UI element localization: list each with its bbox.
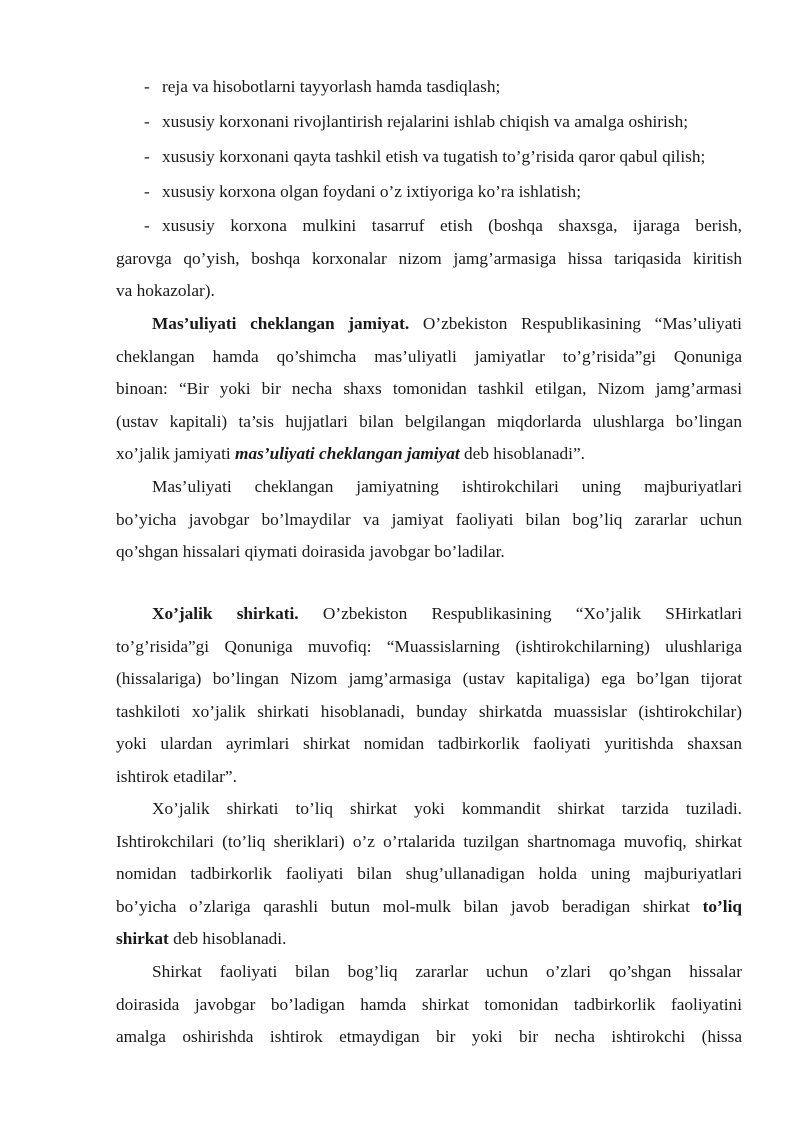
paragraph-mchj-liability: Mas’uliyati cheklangan jamiyatning ishtirokchilari uning majburiyatlari bo’yicha javobgar bo’lmaydilar va jamiyat faoliyati bilan bog’liq zararlar uchun qo’shgan hissalari qiymati doirasida javobgar bo’ladilar. [116,477,742,561]
dash-bullet: - [144,112,150,131]
dash-bullet: - [144,182,150,201]
list-item: - xususiy korxonani qayta tashkil etish va tugatish to’g’risida qaror qabul qilish; [144,140,742,174]
paragraph-partnership-definition: Xo’jalik shirkati. O’zbekiston Respublikasining “Xo’jalik SHirkatlari to’g’risida”gi Qonuniga muvofiq: “Muassislarning (ishtirokchilarning) ulushlariga (hissalariga) bo’lingan Nizom jamg’armasiga (ustav kapitaliga) ega bo’lgan tijorat tashkiloti xo’jalik shirkati hisoblanadi, bunday shirkatda muassislar (ishtirokchilar) yoki ulardan ayrimlari shirkat nomidan tadbirkorlik faoliyati yuritishda shaxsan ishtirok etadilar”. [116,604,742,786]
emphasis-term: to’liq [702,896,742,916]
dash-bullet: - [144,216,150,235]
list-item-multiline: - xususiy korxona mulkini tasarruf etish (boshqa shaxsga, ijaraga berish, garovga qo’yish, boshqa korxonalar nizom jamg’armasiga hissa tariqasida kiritish va hokazolar). [116,210,742,308]
emphasis-term: shirkat [116,929,169,948]
list-item: - reja va hisobotlarni tayyorlash hamda tasdiqlash; [144,70,742,104]
list-item: - xususiy korxona olgan foydani o’z ixtiyoriga ko’ra ishlatish; [144,175,742,209]
dash-bullet: - [144,147,150,166]
paragraph-full-partnership: Xo’jalik shirkati to’liq shirkat yoki kommandit shirkat tarzida tuziladi. Ishtirokchilari (to’liq sheriklari) o’z o’rtalarida tuzilgan shartnomaga muvofiq, shirkat nomidan tadbirkorlik faoliyati bilan shug’ullanadigan holda uning majburiyatlari bo’yicha o’zlariga qarashli butun mol-mulk bilan javob beradigan shirkat to’liq shirkat deb hisoblanadi. [116,799,742,948]
dash-bullet: - [144,77,150,96]
emphasis-term: mas’uliyati cheklangan jamiyat [235,444,460,463]
paragraph-limited-partnership: Shirkat faoliyati bilan bog’liq zararlar uchun o’zlari qo’shgan hissalar doirasida javobgar bo’ladigan hamda shirkat tomonidan tadbirkorlik faoliyatini amalga oshirishda ishtirok etmaydigan bir yoki bir necha ishtirokchi (hissa [116,962,742,1046]
section-heading: Xo’jalik shirkati. [152,604,299,623]
section-heading: Mas’uliyati cheklangan jamiyat. [152,314,410,333]
paragraph-mchj-definition: Mas’uliyati cheklangan jamiyat. O’zbekiston Respublikasining “Mas’uliyati cheklangan hamda qo’shimcha mas’uliyatli jamiyatlar to’g’risida”gi Qonuniga binoan: “Bir yoki bir necha shaxs tomonidan tashkil etilgan, Nizom jamg’armasi (ustav kapitali) ta’sis hujjatlari bilan belgilangan miqdorlarda ulushlarga bo’lingan xo’jalik jamiyati mas’uliyati cheklangan jamiyat deb hisoblanadi”. [116,314,742,463]
list-item: - xususiy korxonani rivojlantirish rejalarini ishlab chiqish va amalga oshirish; [144,105,742,139]
